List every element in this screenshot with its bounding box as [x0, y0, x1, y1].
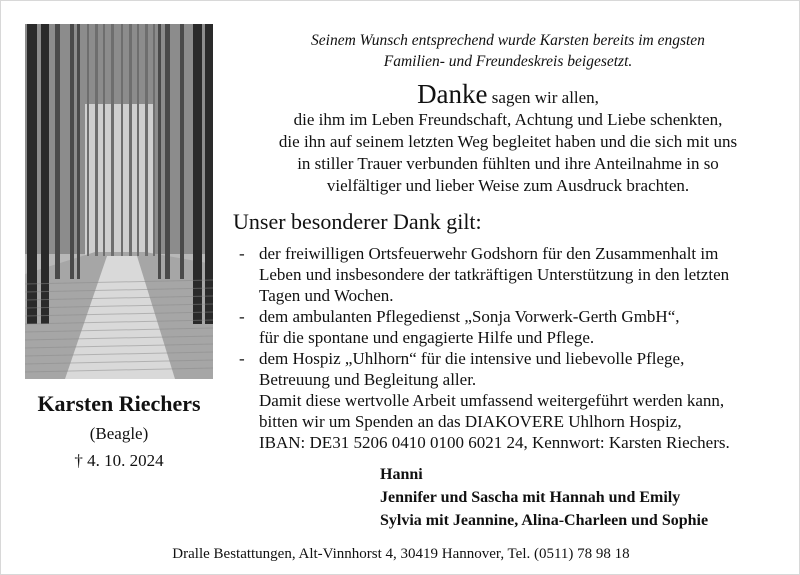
thanks-headline — [233, 79, 783, 109]
signer-line: Jennifer und Sascha mit Hannah und Emily — [380, 489, 681, 506]
deceased-name: Karsten Riechers — [37, 391, 201, 416]
donation-line: bitten wir um Spenden an das DIAKOVERE Uhlhorn Hospiz, — [259, 412, 682, 431]
list-item-line: dem Hospiz „Uhlhorn“ für die intensive und liebevolle Pflege, — [259, 349, 685, 368]
thanks-line: die ihm im Leben Freundschaft, Achtung und Liebe schenkten, — [293, 110, 723, 129]
list-item-line: für die spontane und engagierte Hilfe und Pflege. — [259, 328, 595, 347]
intro-text — [233, 30, 783, 72]
dash-bullet: - — [239, 244, 245, 263]
danke-rest: sagen wir allen, — [487, 88, 599, 107]
danke-word: Danke — [417, 79, 488, 109]
list-item-line: der freiwilligen Ortsfeuerwehr Godshorn für den Zusammenhalt im — [259, 244, 719, 263]
dash-bullet: - — [239, 349, 245, 368]
list-item-line: Leben und insbesondere der tatkräftigen Unterstützung in den letzten — [259, 265, 730, 284]
list-item-line: Betreuung und Begleitung aller. — [259, 370, 477, 389]
thanks-line: die ihn auf seinem letzten Weg begleitet haben und die sich mit uns — [278, 132, 738, 151]
forest-path-image — [25, 24, 213, 379]
signer-line: Hanni — [380, 466, 423, 483]
donation-paragraph — [233, 390, 793, 453]
list-item — [233, 243, 793, 306]
death-date: † 4. 10. 2024 — [74, 451, 164, 470]
signers — [380, 463, 790, 532]
list-item — [233, 306, 793, 348]
forest-path-image-svg — [25, 24, 213, 379]
thanks-line: vielfältiger und lieber Weise zum Ausdruck brachten. — [326, 176, 690, 195]
donation-line: IBAN: DE31 5206 0410 0100 6021 24, Kennwort: Karsten Riechers. — [259, 433, 730, 452]
thanks-line: in stiller Trauer verbunden fühlten und ihre Anteilnahme in so — [297, 154, 719, 173]
intro-line: Seinem Wunsch entsprechend wurde Karsten bereits im engsten — [311, 32, 705, 49]
special-thanks-heading: Unser besonderer Dank gilt: — [233, 209, 482, 234]
list-item — [233, 348, 793, 390]
dash-bullet: - — [239, 307, 245, 326]
deceased-nickname: (Beagle) — [89, 424, 149, 443]
funeral-home-footer: Dralle Bestattungen, Alt-Vinnhorst 4, 30419 Hannover, Tel. (0511) 78 98 18 — [172, 546, 630, 562]
thanks-block — [233, 79, 783, 197]
intro-line: Familien- und Freundeskreis beigesetzt. — [383, 53, 633, 70]
special-thanks-list — [233, 243, 793, 453]
donation-line: Damit diese wertvolle Arbeit umfassend weitergeführt werden kann, — [259, 391, 725, 410]
list-item-line: dem ambulanten Pflegedienst „Sonja Vorwerk-Gerth GmbH“, — [259, 307, 680, 326]
signer-line: Sylvia mit Jeannine, Alina-Charleen und Sophie — [380, 512, 709, 529]
list-item-line: Tagen und Wochen. — [259, 286, 394, 305]
